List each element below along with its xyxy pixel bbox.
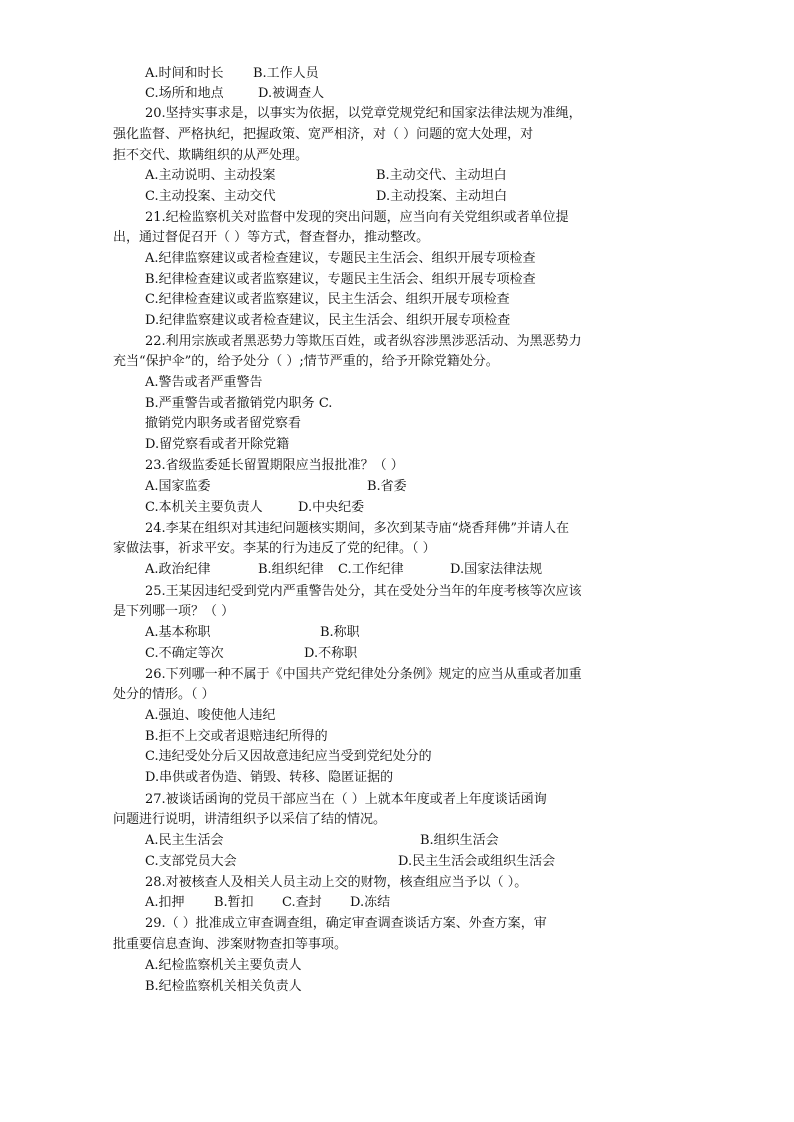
q22-text-line2: 充当“保护伞”的，给予处分（ ）;情节严重的，给予开除党籍处分。 [113,354,499,369]
q28-option-a: A.扣押 [145,895,185,910]
q23-option-b: B.省委 [367,479,407,494]
q29-option-b: B.纪检监察机关相关负责人 [145,979,302,994]
q24-option-c: C.工作纪律 [338,562,404,577]
q23-option-a: A.国家监委 [145,479,211,494]
q20-text-line1: 20.坚持实事求是，以事实为依据，以党章党规党纪和国家法律法规为准绳， [145,106,582,121]
q28-option-c: C.查封 [282,895,322,910]
q26-option-c: C.违纪受处分后又因故意违纪应当受到党纪处分的 [145,749,432,764]
q20-option-b: B.主动交代、主动坦白 [376,168,507,183]
q23-option-c: C.本机关主要负责人 [145,500,263,515]
q26-text-line1: 26.下列哪一种不属于《中国共产党纪律处分条例》规定的应当从重或者加重 [145,667,582,682]
q20-text-line2: 强化监督、严格执纪，把握政策、宽严相济，对（ ）问题的宽大处理，对 [113,127,534,142]
q19-option-c: C.场所和地点 [145,86,224,101]
q23-text-line1: 23.省级监委延长留置期限应当报批准？（ ） [145,458,404,473]
q27-option-b: B.组织生活会 [420,833,499,848]
q27-option-c: C.支部党员大会 [145,854,237,869]
q27-text-line1: 27.被谈话函询的党员干部应当在（ ）上就本年度或者上年度谈话函询 [145,792,547,807]
q26-option-b: B.拒不上交或者退赔违纪所得的 [145,729,328,744]
q24-option-d: D.国家法律法规 [450,562,543,577]
q21-text-line1: 21.纪检监察机关对监督中发现的突出问题，应当向有关党组织或者单位提 [145,210,569,225]
q24-text-line1: 24.李某在组织对其违纪问题核实期间，多次到某寺庙“烧香拜佛”并请人在 [145,521,569,536]
q21-option-d: D.纪律监察建议或者检查建议，民主生活会、组织开展专项检查 [145,313,511,328]
q26-text-line2: 处分的情形。（ ） [113,687,215,702]
q26-option-d: D.串供或者伪造、销毁、转移、隐匿证据的 [145,770,394,785]
q19-option-d: D.被调查人 [258,86,325,101]
q28-option-b: B.暂扣 [214,895,254,910]
q25-text-line2: 是下列哪一项？（ ） [113,604,235,619]
q22-option-a: A.警告或者严重警告 [145,375,263,390]
q19-option-b: B.工作人员 [253,66,319,81]
q20-text-line3: 拒不交代、欺瞒组织的从严处理。 [113,148,309,163]
q22-text-line1: 22.利用宗族或者黑恶势力等欺压百姓，或者纵容涉黑涉恶活动、为黑恶势力 [145,334,582,349]
q29-option-a: A.纪检监察机关主要负责人 [145,958,302,973]
q25-option-b: B.称职 [320,625,360,640]
q27-option-d: D.民主生活会或组织生活会 [398,854,556,869]
q28-text-line1: 28.对被核查人及相关人员主动上交的财物，核查组应当予以（ ）。 [145,875,528,890]
q25-option-d: D.不称职 [304,646,358,661]
q25-option-a: A.基本称职 [145,625,211,640]
q25-text-line1: 25.王某因违纪受到党内严重警告处分，其在受处分当年的年度考核等次应该 [145,584,582,599]
q20-option-a: A.主动说明、主动投案 [145,168,276,183]
q22-option-b: B.严重警告或者撤销党内职务 C. [145,396,333,411]
q21-option-c: C.纪律检查建议或者监察建议，民主生活会、组织开展专项检查 [145,292,510,307]
q21-option-b: B.纪律检查建议或者监察建议，专题民主生活会、组织开展专项检查 [145,272,536,287]
q24-option-a: A.政治纪律 [145,562,211,577]
q29-text-line2: 批重要信息查询、涉案财物查扣等事项。 [113,937,348,952]
q24-option-b: B.组织纪律 [258,562,324,577]
q20-option-d: D.主动投案、主动坦白 [376,189,508,204]
q22-option-c: 撤销党内职务或者留党察看 [145,416,302,431]
q26-option-a: A.强迫、唆使他人违纪 [145,708,276,723]
q20-option-c: C.主动投案、主动交代 [145,189,276,204]
q23-option-d: D.中央纪委 [298,500,365,515]
q28-option-d: D.冻结 [350,895,391,910]
q24-text-line2: 家做法事，祈求平安。李某的行为违反了党的纪律。（ ） [113,541,436,556]
q27-text-line2: 问题进行说明，讲清组织予以采信了结的情况。 [113,812,387,827]
q22-option-d: D.留党察看或者开除党籍 [145,437,290,452]
q21-option-a: A.纪律监察建议或者检查建议，专题民主生活会、组织开展专项检查 [145,251,536,266]
q19-option-a: A.时间和时长 [145,66,224,81]
q29-text-line1: 29.（ ）批准成立审查调查组，确定审查调查谈话方案、外查方案，审 [145,916,547,931]
q21-text-line2: 出，通过督促召开（ ）等方式，督查督办，推动整改。 [113,230,430,245]
q27-option-a: A.民主生活会 [145,833,224,848]
q25-option-c: C.不确定等次 [145,646,224,661]
